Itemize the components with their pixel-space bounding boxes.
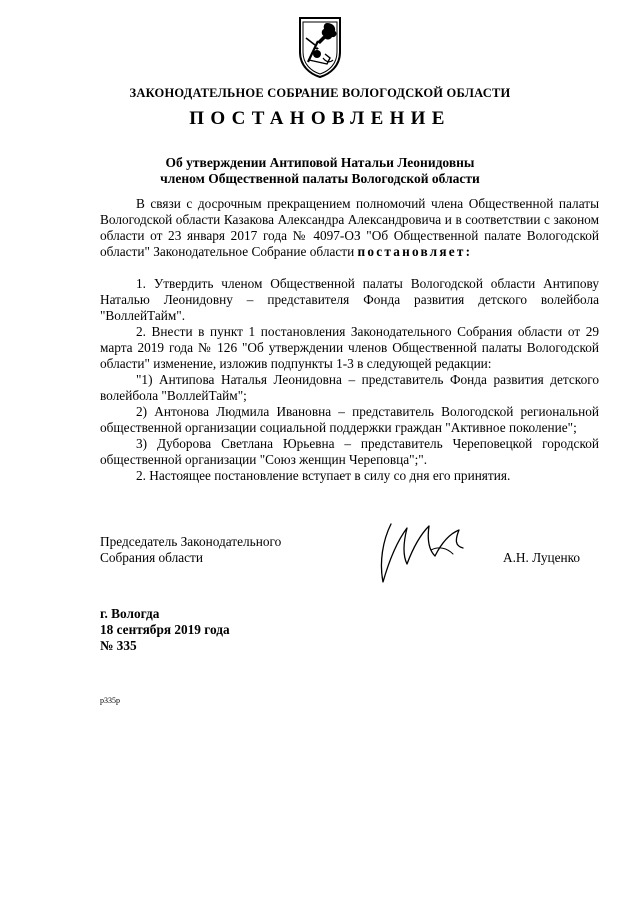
subitem-3: 3) Дуборова Светлана Юрьевна – представитель Череповецкой городской общественной организации "Союз женщин Череповца";". xyxy=(100,436,599,467)
vologda-coat-of-arms-icon xyxy=(297,14,343,78)
item-1: 1. Утвердить членом Общественной палаты Вологодской области Антипову Наталью Леонидовну – представителя Фонда развития детского волейбола "ВоллейТайм". xyxy=(100,276,599,323)
item-2: 2. Внести в пункт 1 постановления Законодательного Собрания области от 29 марта 2019 года № 126 "Об утверждении членов Общественной палаты Вологодской области" изменение, изложив подпункты 1-3 в следующей редакции: xyxy=(100,324,599,371)
date: 18 сентября 2019 года xyxy=(100,622,230,637)
preamble xyxy=(100,196,599,260)
signatory-name: А.Н. Луценко xyxy=(503,550,581,565)
subitem-1: "1) Антипова Наталья Леонидовна – представитель Фонда развития детского волейбола "ВоллейТайм"; xyxy=(100,372,599,403)
item-effective: 2. Настоящее постановление вступает в силу со дня его принятия. xyxy=(136,468,511,483)
handwritten-signature xyxy=(373,510,483,590)
organization-title: ЗАКОНОДАТЕЛЬНОЕ СОБРАНИЕ ВОЛОГОДСКОЙ ОБЛАСТИ xyxy=(129,86,511,100)
signatory-title-line-2: Собрания области xyxy=(100,550,203,565)
signatory-title xyxy=(100,534,281,566)
city: г. Вологда xyxy=(100,606,160,621)
document-subject xyxy=(0,155,640,187)
resolves-word: постановляет: xyxy=(357,244,473,259)
preamble-text: В связи с досрочным прекращением полномочий члена Общественной палаты Вологодской области Казакова Александра Александровича и в соответствии с законом области от 23 января 2017 года № 4097-ОЗ "Об Общественной палате Вологодской области" Законодательное Собрание области xyxy=(100,196,599,259)
document-body xyxy=(100,196,599,484)
subject-line-2: членом Общественной палаты Вологодской области xyxy=(160,171,480,186)
document-number: № 335 xyxy=(100,638,137,653)
document-type: ПОСТАНОВЛЕНИЕ xyxy=(189,108,451,129)
subitem-2: 2) Антонова Людмила Ивановна – представитель Вологодской региональной общественной организации социальной поддержки граждан "Активное поколение"; xyxy=(100,404,599,435)
place-date-number xyxy=(100,606,230,654)
subject-line-1: Об утверждении Антиповой Натальи Леонидовны xyxy=(165,155,475,170)
signatory-title-line-1: Председатель Законодательного xyxy=(100,534,282,549)
document-code: р335р xyxy=(100,696,120,705)
